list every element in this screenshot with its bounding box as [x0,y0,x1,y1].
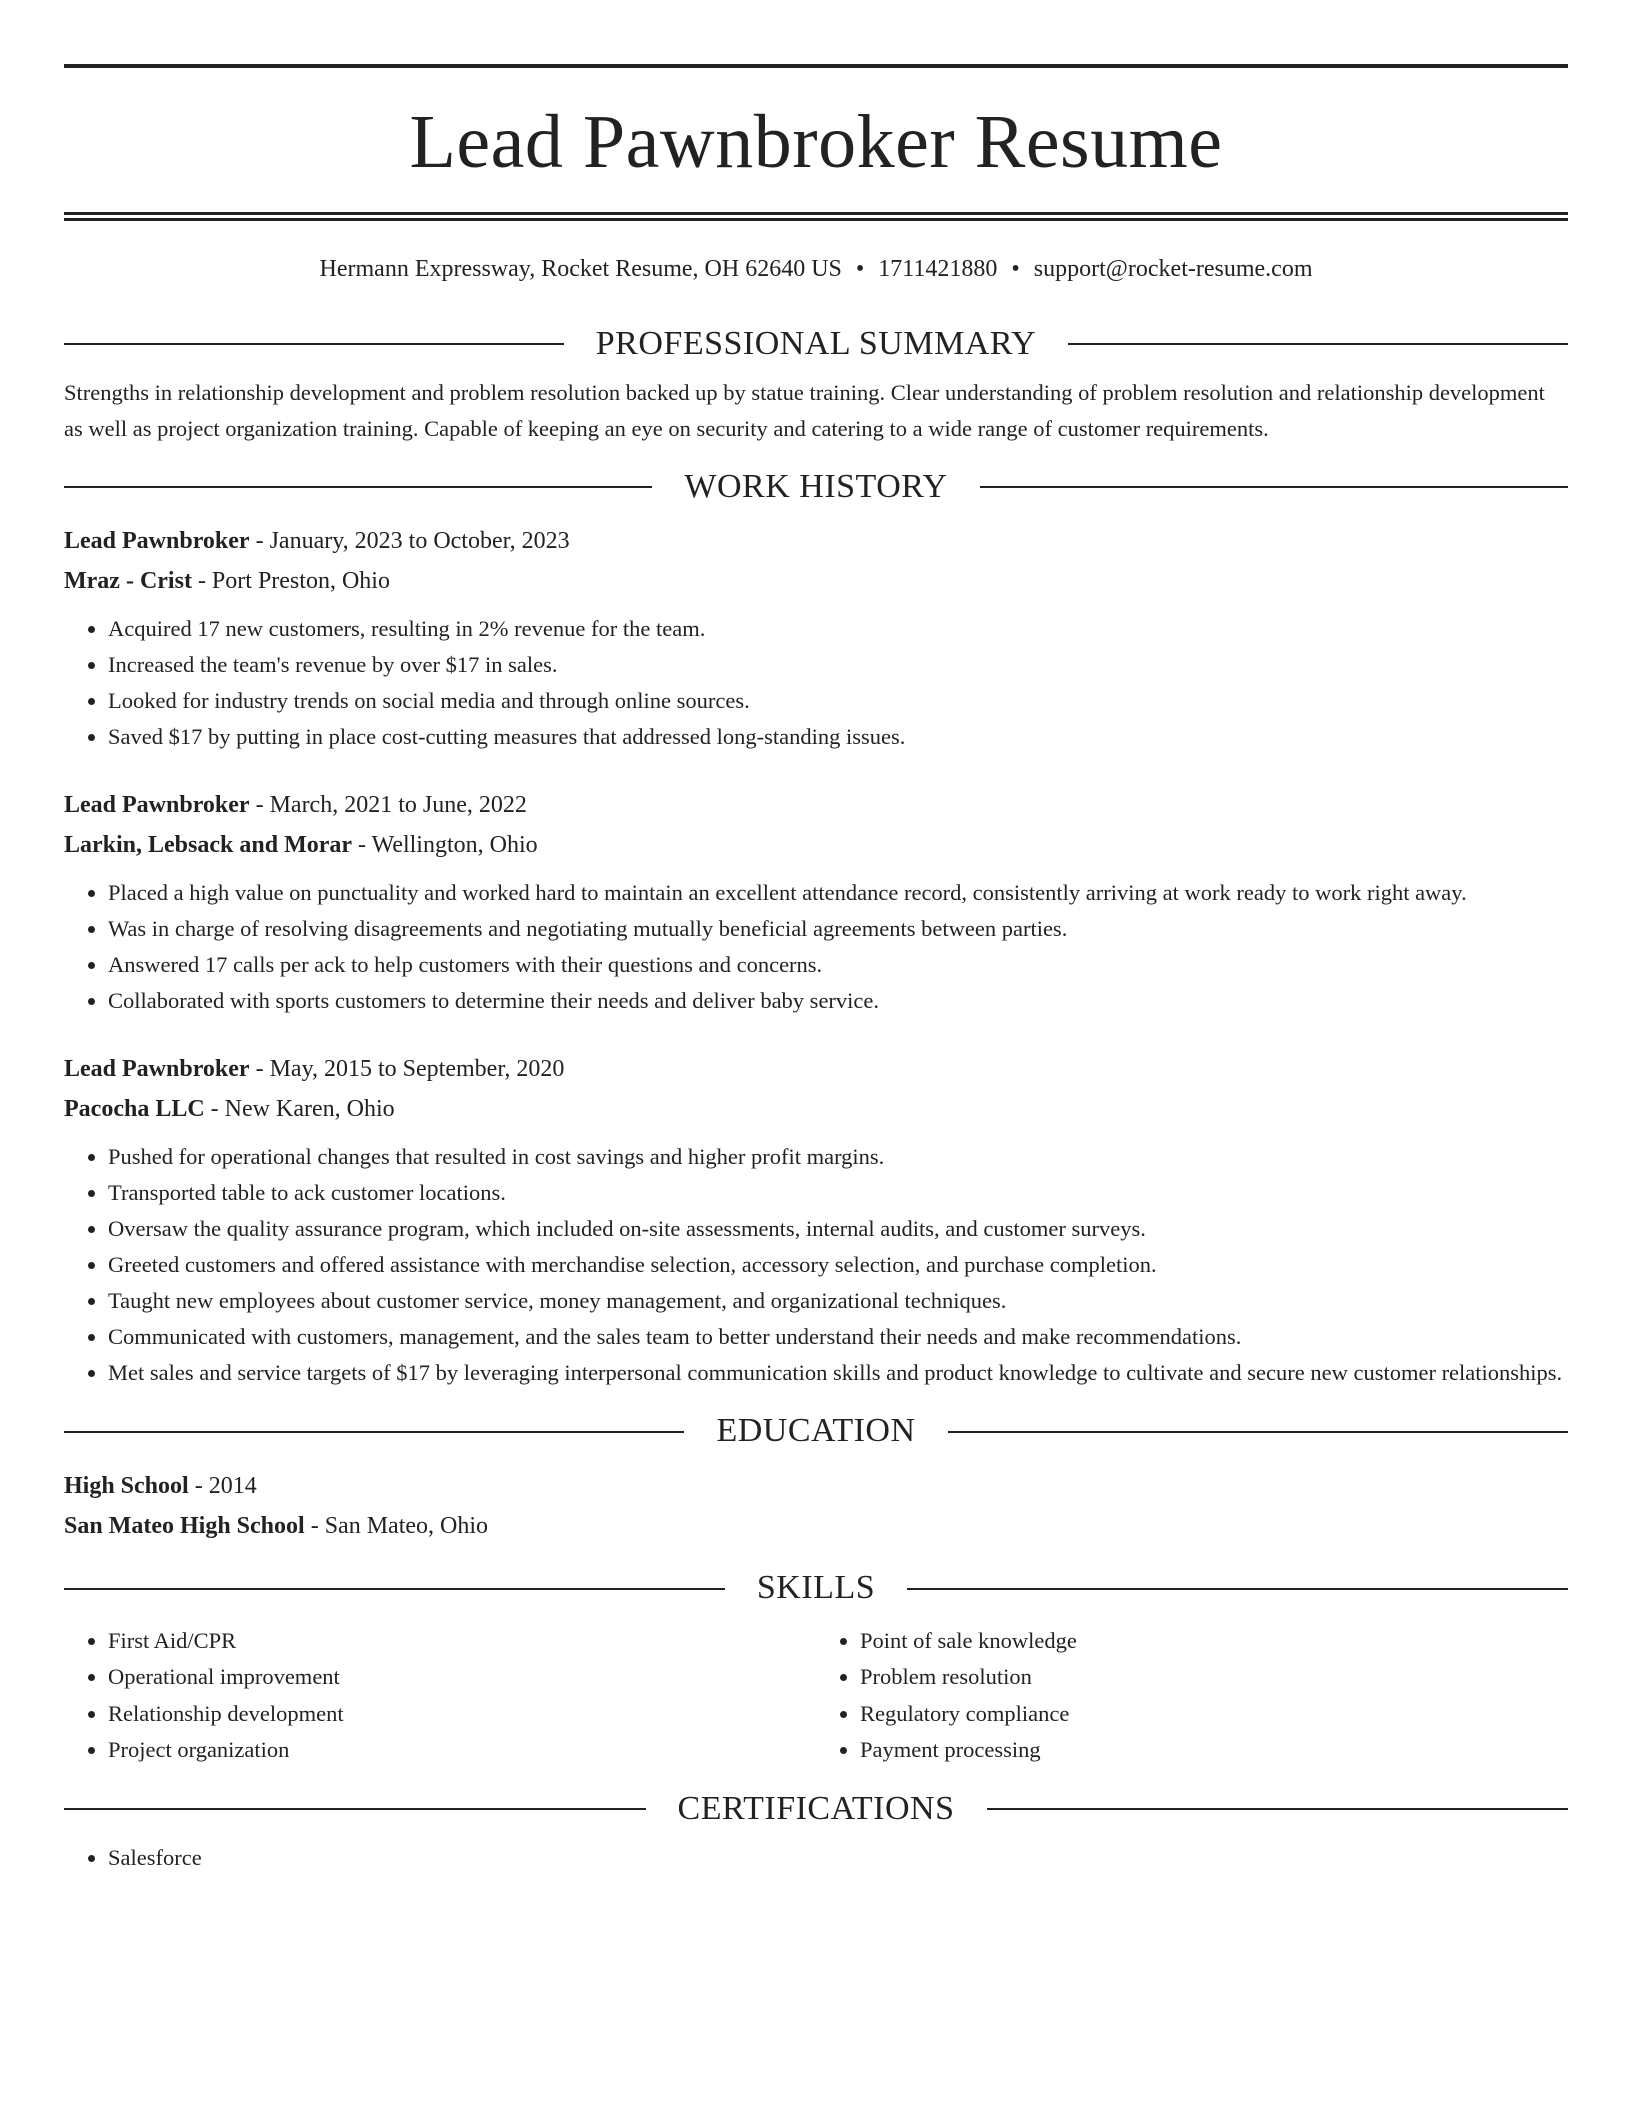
job-bullets [64,611,1568,755]
skill-item: • Problem resolution [860,1659,1568,1696]
contact-email: support@rocket-resume.com [1033,256,1313,282]
job-bullet: • Increased the team's revenue by over $17 in sales. [108,647,1568,683]
job-bullet: • Was in charge of resolving disagreements and negotiating mutually beneficial agreements between parties. [108,911,1568,947]
job-company: Larkin, Lebsack and Morar [64,832,353,859]
job-company-line [64,1089,1568,1129]
resume-page [64,64,1568,1876]
job-bullets [64,1139,1568,1391]
section-heading-skills [64,1568,1568,1609]
job-bullet: • Saved $17 by putting in place cost-cutting measures that addressed long-standing issues. [108,719,1568,755]
job-entry [64,785,1568,1019]
skills-list-left [64,1623,816,1769]
job-bullet: • Communicated with customers, management, and the sales team to better understand their needs and make recommendations. [108,1319,1568,1355]
section-title: CERTIFICATIONS [677,1789,955,1827]
job-title: Lead Pawnbroker [64,1056,250,1083]
section-title: WORK HISTORY [684,467,948,505]
certifications-list [64,1840,1568,1876]
title-double-rule [64,212,1568,221]
heading-rule [948,1431,1568,1433]
job-bullet: • Pushed for operational changes that resulted in cost savings and higher profit margins. [108,1139,1568,1175]
summary-text: Strengths in relationship development and problem resolution backed up by statue training. Clear understanding of problem resolution and relationship development as well as project organization training. Capable of keeping an eye on security and catering to a wide range of customer requirements. [64,379,1545,441]
education-entry [64,1466,1568,1546]
section-heading-summary [64,324,1568,365]
job-dates: - January, 2023 to October, 2023 [249,528,570,555]
education-school: San Mateo High School [64,1513,305,1540]
heading-rule [64,1588,725,1590]
job-company-line [64,561,1568,601]
job-bullet: • Taught new employees about customer service, money management, and organizational techniques. [108,1283,1568,1319]
job-entry [64,521,1568,755]
job-location: - Wellington, Ohio [352,832,538,859]
job-title-line [64,785,1568,825]
section-heading-work [64,467,1568,508]
job-bullet: • Acquired 17 new customers, resulting in 2% revenue for the team. [108,611,1568,647]
job-company: Mraz - Crist [64,568,192,595]
education-location: - San Mateo, Ohio [304,1513,489,1540]
job-location: - New Karen, Ohio [204,1096,395,1123]
skill-item: • Operational improvement [108,1659,816,1696]
job-company-line [64,825,1568,865]
contact-address: Hermann Expressway, Rocket Resume, OH 62640 US [319,256,842,282]
heading-rule [987,1808,1569,1810]
job-bullet: • Placed a high value on punctuality and worked hard to maintain an excellent attendance record, consistently arriving at work ready to work right away. [108,875,1568,911]
skill-item: • Regulatory compliance [860,1696,1568,1733]
section-heading-education [64,1411,1568,1452]
job-bullet: • Greeted customers and offered assistance with merchandise selection, accessory selection, and purchase completion. [108,1247,1568,1283]
education-degree: High School [64,1473,189,1500]
job-company: Pacocha LLC [64,1096,205,1123]
skill-item: • Relationship development [108,1696,816,1733]
job-title-line [64,521,1568,561]
heading-rule [1068,343,1568,345]
job-bullet: • Looked for industry trends on social media and through online sources. [108,683,1568,719]
skill-item: • Point of sale knowledge [860,1623,1568,1660]
contact-separator: • [1011,256,1020,282]
heading-rule [907,1588,1568,1590]
heading-rule [64,486,652,488]
education-school-line [64,1506,1568,1546]
job-location: - Port Preston, Ohio [191,568,390,595]
certification-item: • Salesforce [108,1840,1568,1876]
section-heading-certifications [64,1789,1568,1830]
skills-list-right [816,1623,1568,1769]
skill-item: • First Aid/CPR [108,1623,816,1660]
education-year: - 2014 [188,1473,257,1500]
education-degree-line [64,1466,1568,1506]
job-entry [64,1049,1568,1391]
contact-phone: 1711421880 [878,256,998,282]
job-bullet: • Oversaw the quality assurance program, which included on-site assessments, internal audits, and customer surveys. [108,1211,1568,1247]
job-bullet: • Transported table to ack customer locations. [108,1175,1568,1211]
heading-rule [64,343,564,345]
job-title: Lead Pawnbroker [64,528,250,555]
skill-item: • Payment processing [860,1732,1568,1769]
heading-rule [64,1808,646,1810]
heading-rule [64,1431,684,1433]
section-title: PROFESSIONAL SUMMARY [595,324,1037,362]
job-bullet: • Met sales and service targets of $17 by leveraging interpersonal communication skills and product knowledge to cultivate and secure new customer relationships. [108,1355,1568,1391]
contact-line [64,255,1568,284]
job-bullets [64,875,1568,1019]
job-bullet: • Answered 17 calls per ack to help customers with their questions and concerns. [108,947,1568,983]
contact-separator: • [855,256,865,282]
skill-item: • Project organization [108,1732,816,1769]
skills-columns [64,1623,1568,1769]
resume-title: Lead Pawnbroker Resume [409,100,1223,184]
top-rule [64,64,1568,68]
job-title: Lead Pawnbroker [64,792,250,819]
job-dates: - March, 2021 to June, 2022 [249,792,527,819]
section-title: EDUCATION [716,1412,916,1450]
section-title: SKILLS [756,1569,876,1607]
job-bullet: • Collaborated with sports customers to determine their needs and deliver baby service. [108,983,1568,1019]
job-dates: - May, 2015 to September, 2020 [249,1056,565,1083]
heading-rule [980,486,1568,488]
job-title-line [64,1049,1568,1089]
